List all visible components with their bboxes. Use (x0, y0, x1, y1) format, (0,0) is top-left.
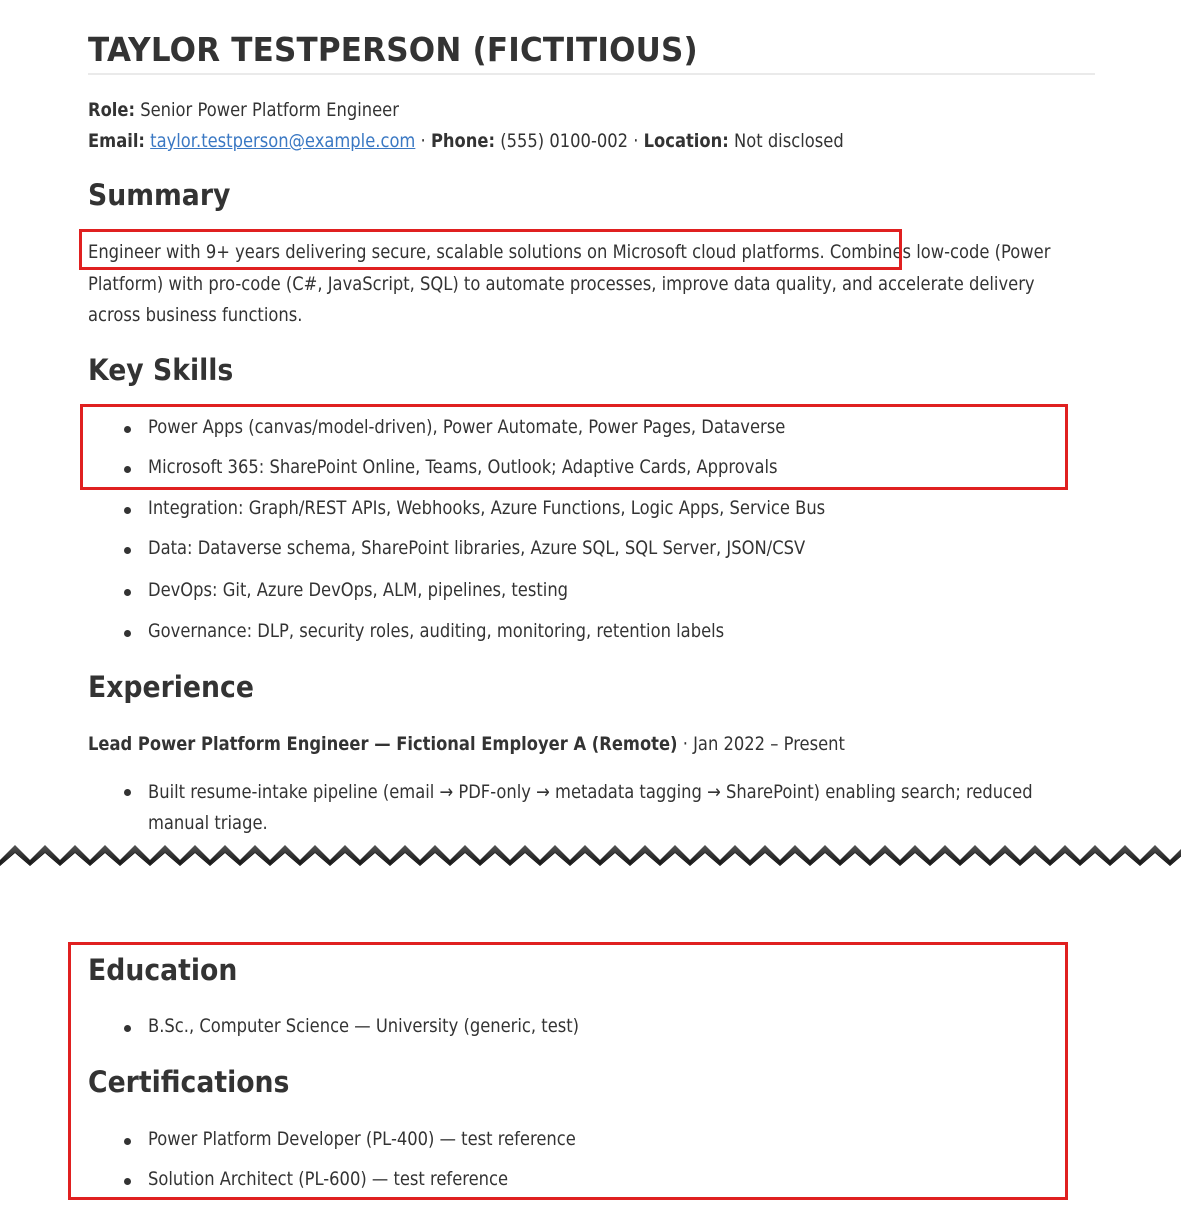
email-link[interactable]: taylor.testperson@example.com (150, 130, 416, 152)
skills-heading: Key Skills (88, 353, 234, 387)
education-heading: Education (88, 953, 238, 987)
location-value: Not disclosed (733, 130, 844, 152)
highlight-box-education-certifications (68, 942, 1068, 1200)
page-title: TAYLOR TESTPERSON (FICTITIOUS) (88, 30, 698, 69)
role-label: Role: (88, 99, 136, 121)
torn-edge-divider (0, 840, 1181, 870)
certifications-heading: Certifications (88, 1065, 290, 1099)
summary-heading: Summary (88, 178, 231, 212)
highlight-box-skills (80, 404, 1068, 490)
separator: · (415, 130, 431, 152)
job-title: Lead Power Platform Engineer — Fictional Employer A (Remote) (88, 733, 678, 755)
title-divider (88, 73, 1095, 75)
job-header (88, 733, 845, 755)
role-value: Senior Power Platform Engineer (140, 99, 399, 121)
bullet-icon (124, 547, 131, 554)
phone-value: (555) 0100-002 (500, 130, 629, 152)
role-line (88, 99, 399, 121)
experience-heading: Experience (88, 670, 254, 704)
job-dates: · Jan 2022 – Present (677, 733, 845, 755)
separator: · (628, 130, 644, 152)
bullet-icon (124, 789, 131, 796)
email-label: Email: (88, 130, 145, 152)
contact-line (88, 130, 844, 152)
bullet-icon (124, 630, 131, 637)
summary-rest: Combines low-code (Power Platform) with pro-code (C#, JavaScript, SQL) to automate processes, improve data quality, and accelerate delivery across business functions. (88, 241, 1051, 326)
highlight-box-summary (79, 229, 902, 270)
summary-highlighted-sentence: Engineer with 9+ years delivering secure, scalable solutions on Microsoft cloud platforms. (88, 241, 825, 263)
bullet-icon (124, 589, 131, 596)
location-label: Location: (643, 130, 729, 152)
bullet-icon (124, 507, 131, 514)
phone-label: Phone: (430, 130, 496, 152)
